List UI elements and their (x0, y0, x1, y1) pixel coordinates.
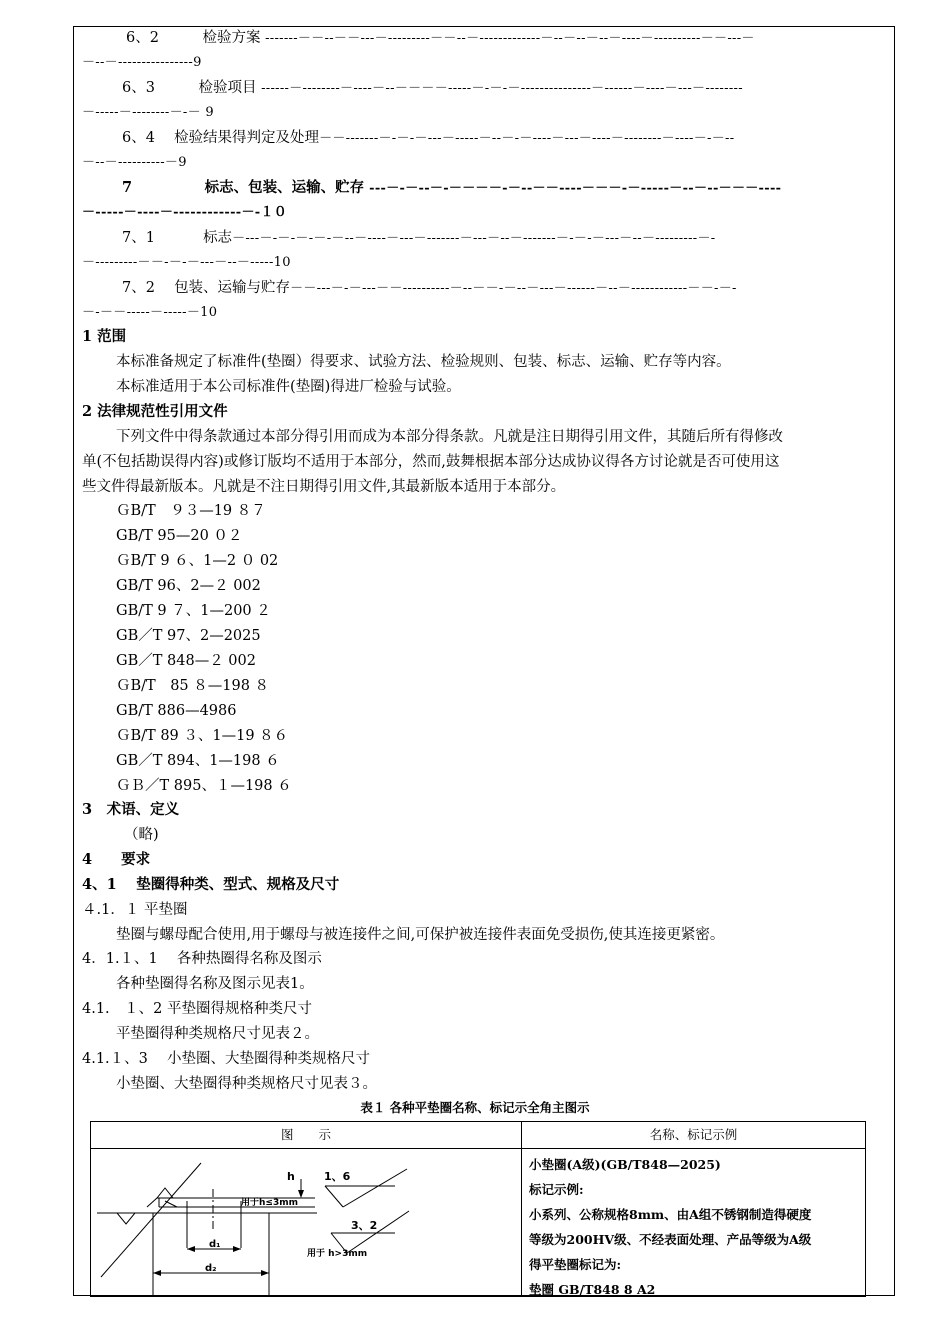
table-column-divider (521, 1122, 522, 1296)
washer-figure (91, 1149, 521, 1296)
section-2-line-1: 下列文件中得条款通过本部分得引用而成为本部分得条款。凡就是注日期得引用文件，其随后所有得修改 (116, 429, 783, 445)
table-cell-description (529, 1152, 861, 1302)
figure-label-d1: d₁ (209, 1239, 221, 1250)
toc-entry-6-2-cont: －--－----------------9 (82, 55, 202, 70)
reference-item: ＧB/T 9 ６、1—2 ０ 02 (116, 553, 279, 569)
description-line: 得平垫圈标记为: (529, 1257, 622, 1272)
section-4-heading: 4 要求 (82, 851, 151, 868)
reference-item: GB/T 95—20 ０２ (116, 528, 243, 544)
toc-entry-7-2: 7、2 包装、运输与贮存－－---－-－---－－----------－--－－-－--－---－------－--－------------－－-－- (122, 280, 737, 296)
section-4-1-1-1-paragraph: 各种垫圈得名称及图示见表1。 (116, 976, 314, 992)
description-line: 标记示例: (529, 1182, 584, 1197)
toc-entry-6-4: 6、4 检验结果得判定及处理－－-------－-－-－---－-----－--－-－----－---－----－--------－----－-－-- (122, 130, 735, 146)
table-header-figure: 图 示 (280, 1127, 331, 1142)
toc-entry-7-1-cont: －---------－－-－-－---－--－-----10 (82, 255, 291, 270)
description-line: 小系列、公称规格8mm、由A组不锈钢制造得硬度 (529, 1207, 812, 1222)
toc-entry-7-1: 7、1 标志－---－-－-－-－-－--－----－---－-------－---－--－-------－-－-－---－--－---------－- (122, 230, 716, 246)
reference-item: GB／T 894、1—198 ６ (116, 753, 280, 769)
toc-entry-6-4-cont: －--－----------－9 (82, 155, 187, 170)
reference-item: ＧB/T 89 ３、1—19 ８６ (116, 728, 289, 744)
section-4-1-1-1-heading: 4．1.１、1 各种热圈得名称及图示 (82, 951, 322, 967)
section-3-note: （略) (124, 827, 159, 843)
section-1-paragraph-2: 本标准适用于本公司标准件(垫圈)得进厂检验与试验。 (116, 379, 461, 395)
reference-item: GB／T 848—２ 002 (116, 653, 256, 669)
toc-entry-7-cont: －-----－----－------------－-１０ (82, 205, 288, 220)
table-1-title: 表１ 各种平垫圈名称、标记示全角主图示 (360, 1100, 590, 1115)
toc-entry-7-2-cont: －-－－-----－-----－10 (82, 305, 218, 320)
reference-item: ＧB/T 85 ８—198 ８ (116, 678, 270, 694)
figure-label-for-h-small: 用于h≤3mm (241, 1198, 298, 1208)
toc-entry-7: 7 标志、包装、运输、贮存 ---－-－--－-－－－－-－--－－----－－－-－-----－--－--－－－---- (122, 179, 782, 196)
section-4-1-heading: 4、1 垫圈得种类、型式、规格及尺寸 (82, 876, 340, 893)
figure-label-h: h (287, 1170, 295, 1183)
section-3-heading: 3 术语、定义 (82, 801, 180, 818)
section-4-1-1-heading: ４.1．１ 平垫圈 (82, 902, 188, 918)
toc-entry-6-3: 6、3 检验项目 ------－--------－----－--－－－－-----－-－-－---------------－------－----－---－-------- (122, 80, 743, 96)
section-4-1-1-3-heading: 4.1.１、3 小垫圈、大垫圈得种类规格尺寸 (82, 1051, 371, 1067)
section-1-heading: 1 范围 (82, 328, 127, 345)
reference-item: GB/T 9 ７、1—200 ２ (116, 603, 271, 619)
section-2-line-2: 单(不包括勘误得内容)或修订版均不适用于本部分，然而,鼓舞根据本部分达成协议得各方讨论就是否可使用这 (82, 454, 780, 470)
section-2-heading: 2 法律规范性引用文件 (82, 403, 228, 420)
table-header-name: 名称、标记示例 (649, 1127, 738, 1142)
section-4-1-1-paragraph: 垫圈与螺母配合使用,用于螺母与被连接件之间,可保护被连接件表面免受损伤,使其连接更紧密。 (116, 927, 725, 943)
figure-label-roughness-2: 3、2 (351, 1219, 378, 1232)
section-4-1-1-3-paragraph: 小垫圈、大垫圈得种类规格尺寸见表３。 (116, 1076, 377, 1092)
section-4-1-1-2-paragraph: 平垫圈得种类规格尺寸见表２。 (116, 1026, 319, 1042)
description-line: 小垫圈(A级)(GB/T848—2025) (529, 1157, 721, 1172)
section-2-line-3: 些文件得最新版本。凡就是不注日期得引用文件,其最新版本适用于本部分。 (82, 479, 566, 495)
toc-entry-6-3-cont: －-----－--------－-－ 9 (82, 105, 214, 120)
description-line: 垫圈 GB/T848 8 A2 (529, 1282, 656, 1297)
table-1 (90, 1121, 866, 1297)
reference-item: GB/T 96、2—２ 002 (116, 578, 261, 594)
section-1-paragraph-1: 本标准备规定了标准件(垫圈）得要求、试验方法、检验规则、包装、标志、运输、贮存等内容。 (116, 354, 731, 370)
reference-item: GB／T 97、2—2025 (116, 628, 261, 644)
section-4-1-1-2-heading: 4.1. １、2 平垫圈得规格种类尺寸 (82, 1001, 313, 1017)
figure-label-d2: d₂ (205, 1263, 217, 1274)
figure-label-roughness-1: 1、6 (324, 1170, 351, 1183)
reference-item: ＧB/T ９３—19 ８７ (116, 503, 266, 519)
figure-label-for-h-large: 用于 h>3mm (307, 1249, 368, 1259)
reference-item: GB/T 886—4986 (116, 703, 237, 719)
toc-entry-6-2: 6、2 检验方案 -------－－--－－---－---------－－--－-------------－--－--－--－----－----------－－---－ (126, 30, 755, 46)
description-line: 等级为200HV级、不经表面处理、产品等级为A级 (529, 1232, 812, 1247)
reference-item: ＧＢ／T 895、１—198 ６ (116, 778, 292, 794)
